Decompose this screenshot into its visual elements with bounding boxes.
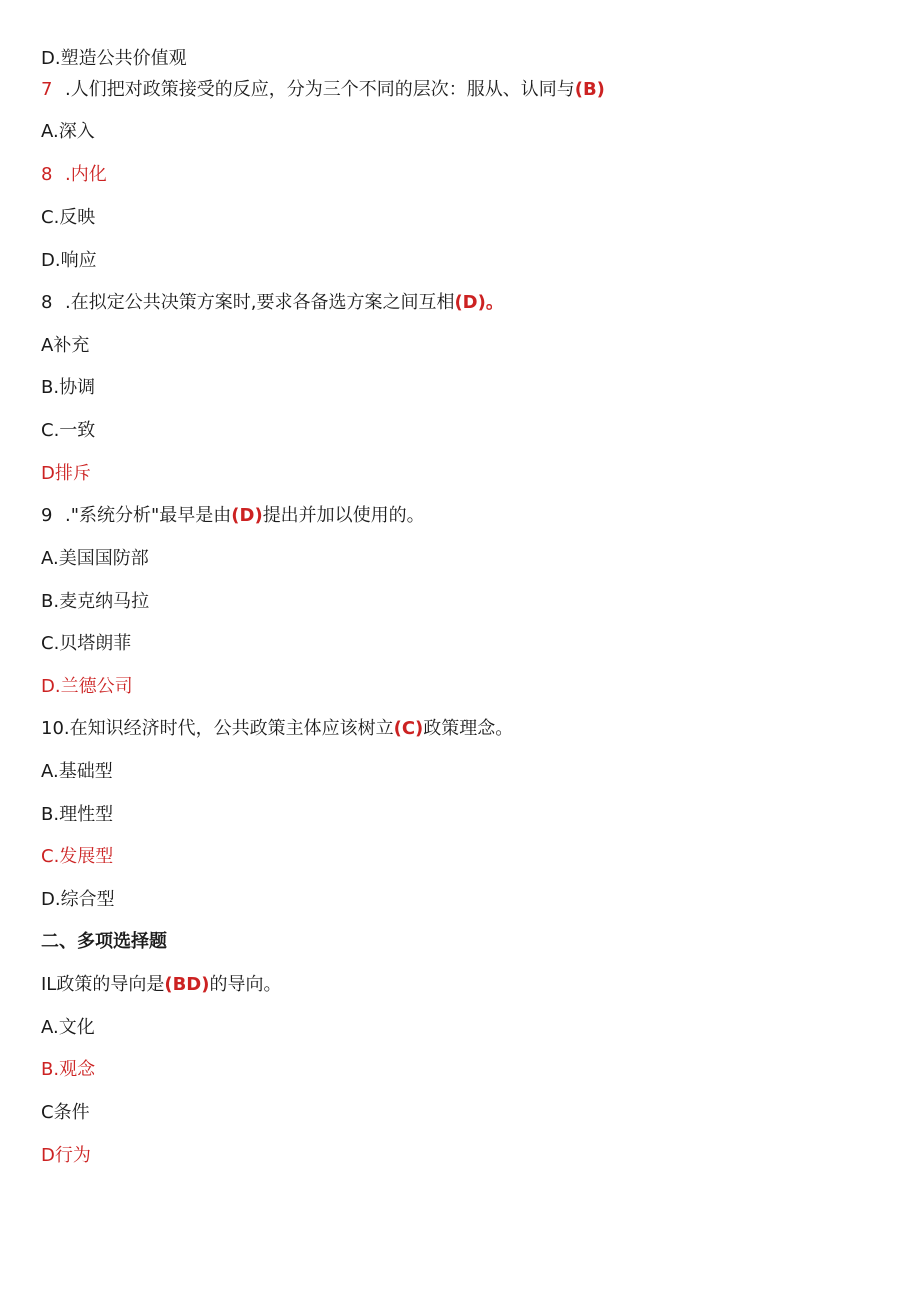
- q11-stem: [41, 973, 281, 997]
- q9-option-a: A.美国国防部: [41, 548, 149, 569]
- q9-answer: (D): [231, 505, 263, 526]
- q10-stem-post: 政策理念。: [423, 718, 514, 739]
- q9-stem: [41, 504, 425, 528]
- q7-stem: [41, 78, 605, 102]
- q7-option-b-number: 8: [41, 164, 53, 185]
- q11-option-d: D行为: [41, 1145, 91, 1166]
- q9-stem-pre: ."系统分析"最早是由: [65, 505, 232, 526]
- q11-stem-post: 的导向。: [209, 974, 282, 995]
- q9-stem-post: 提出并加以使用的。: [262, 505, 425, 526]
- q10-answer: (C): [393, 718, 424, 739]
- q10-option-a: A.基础型: [41, 761, 113, 782]
- q6-option-d: D.塑造公共价值观: [41, 48, 187, 69]
- q9-option-c: C.贝塔朗菲: [41, 633, 132, 654]
- q11-answer: (BD): [164, 974, 210, 995]
- q8-option-a: A补充: [41, 335, 90, 356]
- q7-number: 7: [41, 79, 53, 100]
- q10-stem-pre: 10.在知识经济时代，公共政策主体应该树立: [41, 718, 394, 739]
- q7-option-c: C.反映: [41, 207, 96, 228]
- q7-stem-text: .人们把对政策接受的反应，分为三个不同的层次：服从、认同与: [65, 79, 575, 100]
- q8-option-d: D排斥: [41, 463, 91, 484]
- q10-stem: [41, 717, 513, 741]
- q7-answer: (B): [574, 79, 605, 100]
- q11-option-a: A.文化: [41, 1017, 95, 1038]
- q8-stem: [41, 291, 504, 315]
- q11-option-c: C条件: [41, 1102, 90, 1123]
- q11-option-b: B.观念: [41, 1059, 96, 1080]
- q8-option-c: C.一致: [41, 420, 96, 441]
- q9-option-d: D.兰德公司: [41, 676, 133, 697]
- q8-answer: (D)。: [454, 292, 504, 313]
- q10-option-d: D.综合型: [41, 889, 115, 910]
- section-heading: 二、多项选择题: [41, 931, 167, 952]
- q8-number: 8: [41, 292, 53, 313]
- q7-option-b-text: .内化: [65, 164, 107, 185]
- q11-stem-pre: IL政策的导向是: [41, 974, 165, 995]
- q7-option-a: A.深入: [41, 121, 95, 142]
- q9-option-b: B.麦克纳马拉: [41, 591, 150, 612]
- q8-stem-text: .在拟定公共决策方案时,要求各备选方案之间互相: [65, 292, 455, 313]
- q10-option-b: B.理性型: [41, 804, 114, 825]
- q10-option-c: C.发展型: [41, 846, 114, 867]
- q7-option-d: D.响应: [41, 250, 97, 271]
- q8-option-b: B.协调: [41, 377, 96, 398]
- q9-number: 9: [41, 505, 53, 526]
- q7-option-b: [41, 163, 107, 187]
